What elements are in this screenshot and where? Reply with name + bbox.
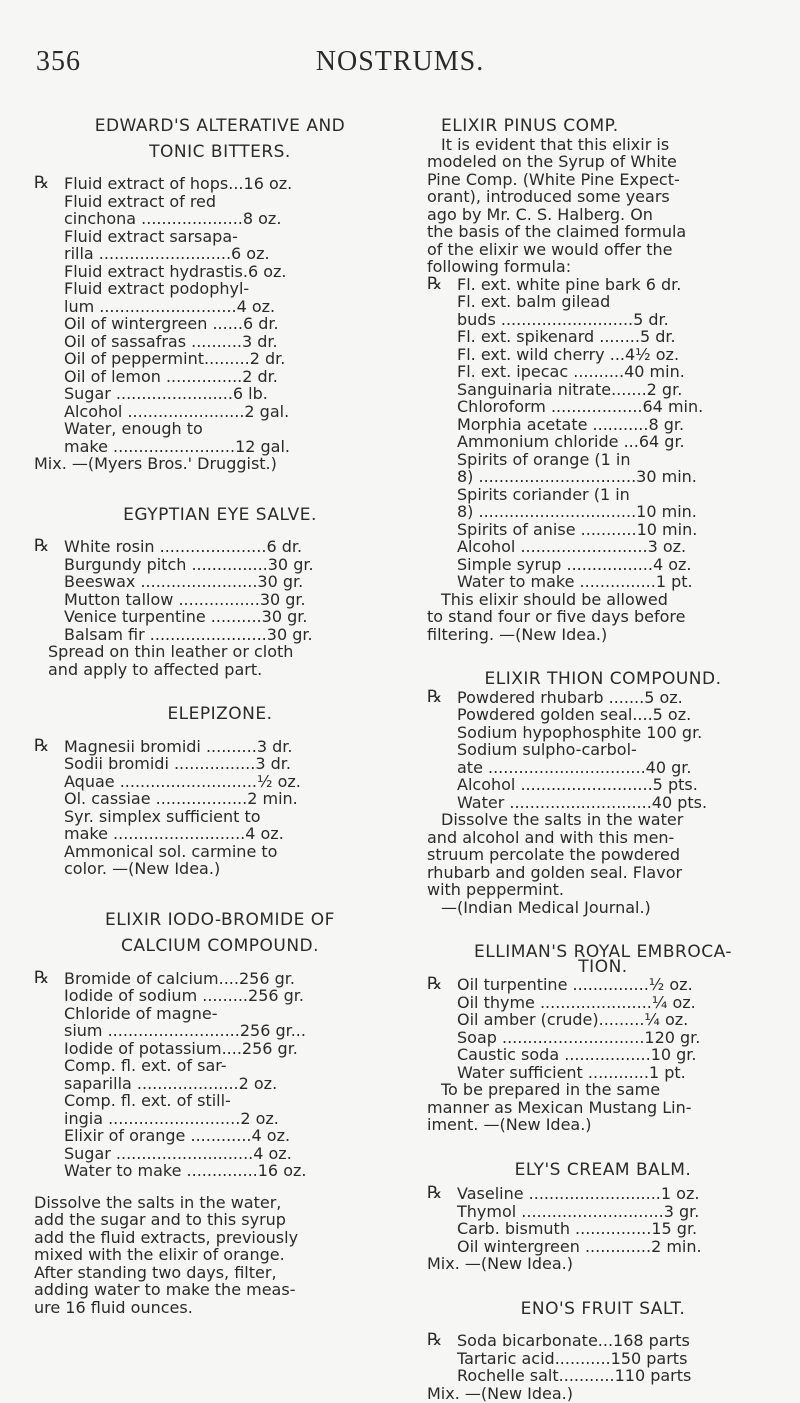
- ingredient-line: make ........................12 gal.: [64, 436, 291, 456]
- ingredient-line: Oil of lemon ...............2 dr.: [64, 366, 278, 386]
- note-line: manner as Mexican Mustang Lin-: [427, 1097, 692, 1117]
- section-title: TONIC BITTERS.: [149, 141, 291, 162]
- directions: [427, 591, 779, 644]
- ingredient-line: Tartaric acid...........150 parts: [457, 1348, 688, 1368]
- ingredient-line: White rosin .....................6 dr.: [64, 537, 303, 556]
- source-citation: —(Indian Medical Journal.): [441, 897, 651, 917]
- ingredient-line: Water to make ..............16 oz.: [64, 1161, 307, 1180]
- ingredient-line: Oil amber (crude).........¼ oz.: [457, 1010, 689, 1029]
- note-line: After standing two days, filter,: [34, 1262, 277, 1282]
- note: Mix. —(New Idea.): [427, 1383, 573, 1403]
- section-title: ELIXIR THION COMPOUND.: [484, 669, 722, 689]
- ingredient-line: Sodii bromidi ................3 dr.: [64, 754, 291, 773]
- note: Mix. —(Myers Bros.' Druggist.): [34, 454, 277, 473]
- note-line: add the fluid extracts, previously: [34, 1227, 299, 1247]
- ingredient-line: Oil wintergreen .............2 min.: [457, 1236, 702, 1256]
- ingredient-line: Magnesii bromidi ..........3 dr.: [64, 736, 293, 756]
- intro-line: the basis of the claimed formula: [427, 222, 687, 241]
- ingredient-line: Water sufficient ............1 pt.: [457, 1062, 686, 1082]
- ingredient-line: Simple syrup .................4 oz.: [457, 554, 692, 574]
- ingredient-line: make ..........................4 oz.: [64, 824, 284, 843]
- section-title: EGYPTIAN EYE SALVE.: [123, 504, 317, 525]
- ingredient-line: Sugar ...........................4 oz.: [64, 1143, 292, 1163]
- ingredient-line: Morphia acetate ...........8 gr.: [457, 414, 685, 434]
- ingredient-line: Syr. simplex sufficient to: [64, 806, 261, 826]
- running-head: NOSTRUMS.: [315, 46, 485, 77]
- ingredient-line: 8) ...............................30 min.: [457, 467, 697, 486]
- ingredient-line: ate ...............................40 gr.: [457, 757, 692, 777]
- rx-icon: ℞: [34, 967, 50, 988]
- right-column: [427, 118, 779, 1402]
- section-title: ELLIMAN'S ROYAL EMBROCA-: [474, 942, 732, 962]
- page-header: [0, 46, 800, 86]
- note: Mix. —(New Idea.): [427, 1254, 573, 1273]
- ingredient-line: Soda bicarbonate...168 parts: [457, 1331, 690, 1350]
- note-line: rhubarb and golden seal. Flavor: [427, 862, 683, 882]
- ingredient-line: Chloroform ..................64 min.: [457, 397, 704, 416]
- section-title: ENO'S FRUIT SALT.: [520, 1298, 686, 1319]
- ingredient-line: Fluid extract sarsapa-: [64, 226, 238, 246]
- rx-icon: ℞: [34, 536, 50, 556]
- note-line: filtering. —(New Idea.): [427, 624, 608, 644]
- intro-line: following formula:: [427, 257, 572, 276]
- rx-icon: ℞: [427, 1183, 443, 1203]
- ingredient-line: Alcohol .......................2 gal.: [64, 401, 290, 421]
- ingredient-line: Carb. bismuth ...............15 gr.: [457, 1219, 698, 1238]
- ingredient-line: cinchona ....................8 oz.: [64, 209, 282, 228]
- ingredient-line: Burgundy pitch ...............30 gr.: [64, 554, 314, 574]
- note-line: Dissolve the salts in the water: [441, 810, 684, 829]
- ingredient-line: Elixir of orange ............4 oz.: [64, 1126, 291, 1145]
- section-title: CALCIUM COMPOUND.: [120, 936, 320, 956]
- intro-line: ago by Mr. C. S. Halberg. On: [427, 204, 653, 224]
- ingredient-line: Vaseline ..........................1 oz.: [457, 1184, 700, 1203]
- section-title: ELIXIR IODO-BROMIDE OF: [105, 909, 335, 930]
- ingredient-line: Mutton tallow ................30 gr.: [64, 589, 306, 609]
- ingredient-line: Thymol ............................3 gr.: [457, 1201, 700, 1221]
- ingredient-line: Soap ............................120 gr.: [457, 1027, 701, 1047]
- directions: [427, 811, 779, 916]
- ingredient-line: Fluid extract podophyl-: [64, 279, 250, 298]
- ingredient-list: [427, 1185, 779, 1255]
- ingredient-list: [34, 538, 406, 643]
- ingredient-line: Sodium sulpho-carbol-: [457, 740, 637, 759]
- left-column: [34, 118, 406, 1316]
- note-line: iment. —(New Idea.): [427, 1115, 592, 1134]
- ingredient-line: Oil of sassafras ..........3 dr.: [64, 331, 278, 351]
- ingredient-line: Oil of wintergreen ......6 dr.: [64, 314, 279, 333]
- directions: [34, 1194, 406, 1317]
- ingredient-list: [427, 273, 779, 591]
- note: Spread on thin leather or cloth: [48, 642, 294, 661]
- ingredient-line: Chloride of magne-: [64, 1003, 218, 1023]
- ingredient-line: Spirits of orange (1 in: [457, 449, 631, 469]
- ingredient-line: Powdered rhubarb .......5 oz.: [457, 687, 683, 707]
- rx-icon: ℞: [34, 173, 50, 193]
- ingredient-line: Spirits of anise ...........10 min.: [457, 519, 698, 539]
- ingredient-line: buds ..........................5 dr.: [457, 309, 669, 329]
- intro-line: orant), introduced some years: [427, 187, 670, 206]
- ingredient-line: Sanguinaria nitrate.......2 gr.: [457, 379, 683, 399]
- ingredient-line: Fl. ext. spikenard ........5 dr.: [457, 327, 676, 346]
- note: and apply to affected part.: [48, 659, 263, 679]
- intro-line: It is evident that this elixir is: [441, 134, 670, 154]
- ingredient-line: Water, enough to: [64, 419, 203, 438]
- ingredient-line: Bromide of calcium....256 gr.: [64, 968, 295, 988]
- section-title: ELY'S CREAM BALM.: [514, 1159, 692, 1180]
- note-line: and alcohol and with this men-: [427, 827, 675, 847]
- section-title: ELEPIZONE.: [167, 704, 273, 724]
- rx-icon: ℞: [427, 273, 443, 294]
- ingredient-line: 8) ...............................10 min.: [457, 502, 697, 521]
- ingredient-line: Oil of peppermint.........2 dr.: [64, 349, 286, 368]
- ingredient-line: Rochelle salt...........110 parts: [457, 1366, 692, 1385]
- intro-line: modeled on the Syrup of White: [427, 152, 677, 171]
- note-line: to stand four or five days before: [427, 607, 686, 626]
- ingredient-line: Ol. cassiae ..................2 min.: [64, 789, 298, 808]
- rx-icon: ℞: [34, 735, 50, 756]
- ingredient-line: Oil turpentine ...............½ oz.: [457, 975, 693, 994]
- ingredient-line: Sugar .......................6 lb.: [64, 384, 268, 403]
- ingredient-line: Spirits coriander (1 in: [457, 484, 630, 504]
- intro-line: of the elixir we would offer the: [427, 239, 673, 259]
- note-line: adding water to make the meas-: [34, 1280, 296, 1299]
- ingredient-line: rilla ..........................6 oz.: [64, 244, 270, 263]
- ingredient-line: ingia ..........................2 oz.: [64, 1108, 279, 1128]
- rx-icon: ℞: [427, 974, 443, 994]
- ingredient-line: Iodide of potassium....256 gr.: [64, 1038, 298, 1058]
- ingredient-line: Fluid extract of red: [64, 191, 217, 211]
- ingredient-line: Oil thyme ......................¼ oz.: [457, 992, 696, 1012]
- intro: [427, 136, 779, 276]
- ingredient-line: Fl. ext. wild cherry ...4½ oz.: [457, 344, 680, 364]
- ingredient-list: [427, 976, 779, 1081]
- rx-icon: ℞: [427, 1330, 443, 1350]
- directions: [427, 1081, 779, 1134]
- ingredient-line: Powdered golden seal....5 oz.: [457, 705, 692, 724]
- note-line: struum percolate the powdered: [427, 845, 681, 864]
- ingredient-line: Fl. ext. ipecac ..........40 min.: [457, 362, 685, 381]
- ingredient-list: [34, 175, 406, 455]
- section-title: ELIXIR PINUS COMP.: [441, 116, 619, 136]
- ingredient-line: Water ............................40 pts.: [457, 792, 708, 812]
- ingredient-line: Fl. ext. balm gilead: [457, 292, 611, 311]
- ingredient-line: lum ...........................4 oz.: [64, 296, 276, 316]
- note-line: To be prepared in the same: [441, 1080, 661, 1099]
- ingredient-line: Iodide of sodium .........256 gr.: [64, 986, 304, 1005]
- note-line: ure 16 fluid ounces.: [34, 1297, 193, 1317]
- ingredient-line: Alcohol ..........................5 pts.: [457, 775, 698, 794]
- ingredient-line: Beeswax .......................30 gr.: [64, 572, 304, 591]
- ingredient-list: [34, 735, 406, 878]
- ingredient-line: Balsam fir .......................30 gr.: [64, 624, 313, 644]
- ingredient-line: Sodium hypophosphite 100 gr.: [457, 722, 703, 742]
- ingredient-line: Fluid extract hydrastis.6 oz.: [64, 261, 287, 281]
- section-title: TION.: [578, 956, 628, 977]
- ingredient-line: Caustic soda .................10 gr.: [457, 1045, 697, 1064]
- ingredient-line: Comp. fl. ext. of sar-: [64, 1056, 227, 1075]
- ingredient-line: Ammonical sol. carmine to: [64, 841, 278, 861]
- ingredient-line: saparilla ....................2 oz.: [64, 1073, 278, 1093]
- ingredient-list: [427, 1332, 779, 1385]
- note-line: add the sugar and to this syrup: [34, 1210, 286, 1229]
- ingredient-line: Aquae ...........................½ oz.: [64, 771, 301, 791]
- rx-icon: ℞: [427, 686, 443, 707]
- section-title: EDWARD'S ALTERATIVE AND: [94, 116, 346, 136]
- ingredient-line: Venice turpentine ..........30 gr.: [64, 607, 308, 626]
- ingredient-list: [34, 967, 406, 1180]
- note-line: mixed with the elixir of orange.: [34, 1245, 285, 1264]
- ingredient-list: [427, 686, 779, 812]
- note-line: This elixir should be allowed: [441, 589, 668, 609]
- ingredient-line: sium ..........................256 gr...: [64, 1021, 306, 1040]
- ingredient-line: Fluid extract of hops...16 oz.: [64, 174, 293, 193]
- ingredient-line: Ammonium chloride ...64 gr.: [457, 432, 685, 451]
- page-number: 356: [36, 46, 81, 77]
- intro-line: Pine Comp. (White Pine Expect-: [427, 169, 680, 189]
- ingredient-line: color. —(New Idea.): [64, 859, 221, 878]
- note-line: Dissolve the salts in the water,: [34, 1192, 282, 1212]
- ingredient-line: Comp. fl. ext. of still-: [64, 1091, 231, 1110]
- ingredient-line: Alcohol .........................3 oz.: [457, 537, 687, 556]
- ingredient-line: Fl. ext. white pine bark 6 dr.: [457, 274, 682, 294]
- ingredient-line: Water to make ...............1 pt.: [457, 572, 693, 591]
- note-line: with peppermint.: [427, 880, 565, 899]
